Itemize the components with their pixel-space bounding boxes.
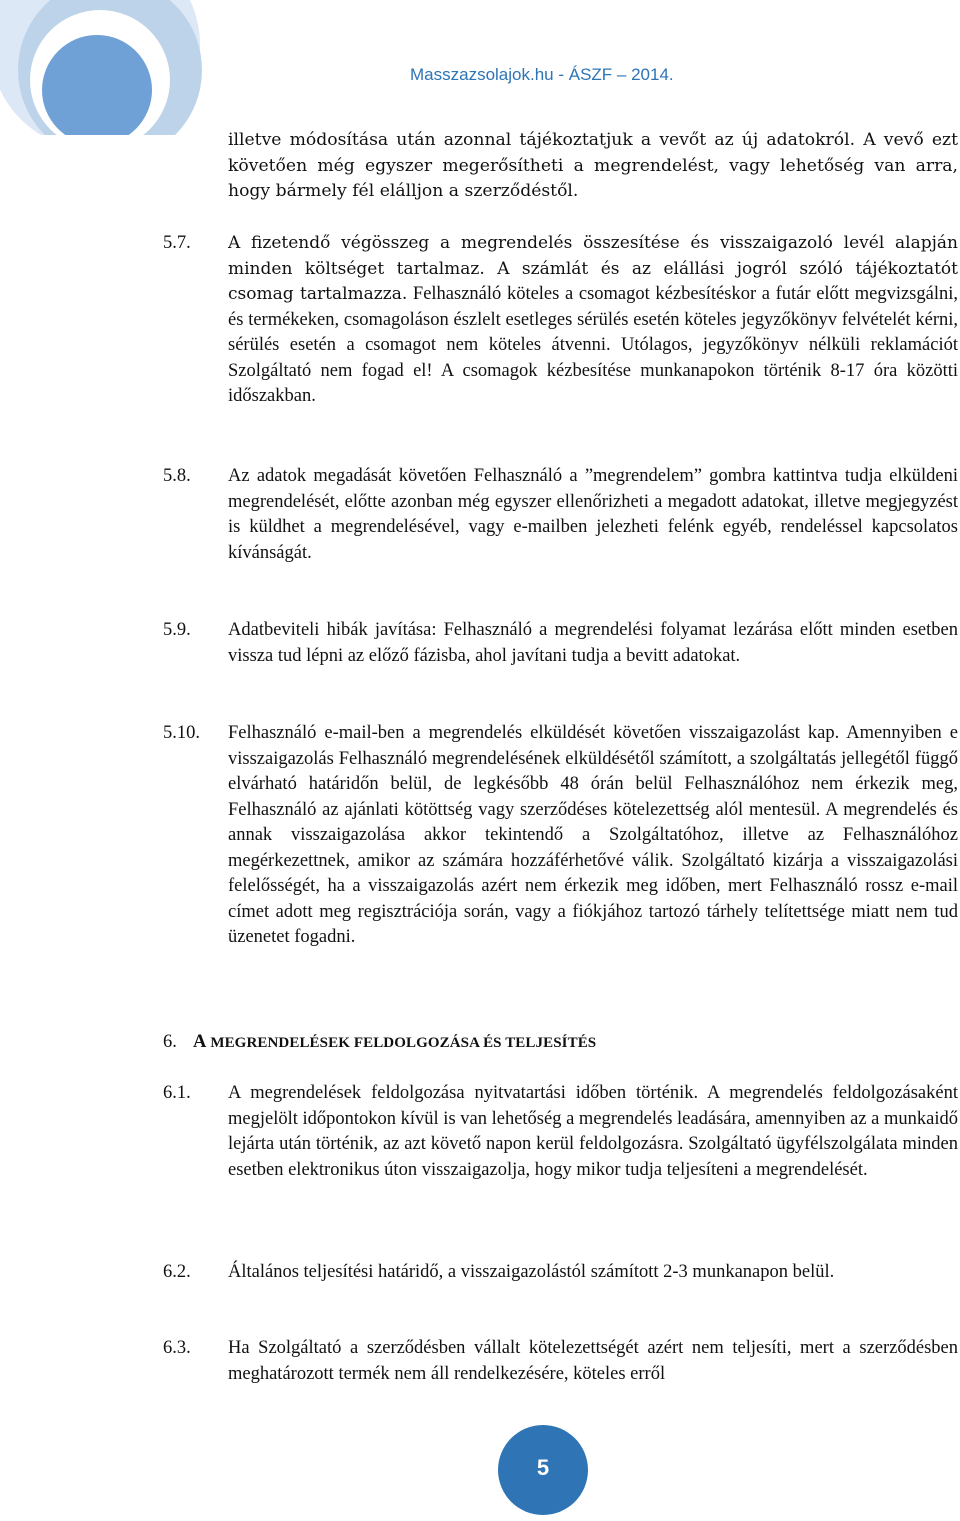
clause-number: 6.2. <box>163 1262 191 1282</box>
clause-number: 6.3. <box>163 1338 191 1358</box>
clause-text: Felhasználó e-mail-ben a megrendelés elküldését követően visszaigazolást kap. Amennyiben e visszaigazolás Felhasználó megrendelésének elküldésétől számított, a szolgáltatás jellegétől függő elvárható határidőn belül, de legkésőbb 48 órán belül Felhasználóhoz nem érkezik meg, Felhasználó az ajánlati kötöttség vagy szerződéses kötelezettség alól mentesül. A megrendelés és annak visszaigazolása akkor tekintendő a Szolgáltatóhoz, illetve az Felhasználóhoz megérkezettnek, amikor az számára hozzáférhetővé válik. Szolgáltató kizárja a visszaigazolási felelősségét, ha a visszaigazolás azért nem érkezik meg időben, mert Felhasználó rossz e-mail címet adott meg regisztrációja során, vagy a fiókjához tartozó tárhely telítettsége miatt nem tud üzenetet fogadni. <box>228 723 958 947</box>
clause-6-3 <box>163 1336 958 1387</box>
clause-text: Általános teljesítési határidő, a visszaigazolástól számított 2-3 munkanapon belül. <box>228 1262 835 1282</box>
clause-5-7 <box>163 231 958 410</box>
clause-text: Ha Szolgáltató a szerződésben vállalt kötelezettségét azért nem teljesíti, mert a szerződésben meghatározott termék nem áll rendelkezésére, köteles erről <box>228 1338 958 1384</box>
page-number-badge <box>498 1425 588 1515</box>
clause-number: 5.7. <box>163 233 191 253</box>
clause-number: 5.9. <box>163 620 191 640</box>
header-decoration-circles <box>0 0 230 135</box>
clause-6-1 <box>163 1081 958 1183</box>
clause-number: 5.10. <box>163 723 200 743</box>
clause-text-part-b: Felhasználó köteles a csomagot kézbesítéskor a futár előtt megvizsgálni, és termékeken, csomagoláson észlelt esetleges sérülés esetén köteles jegyzőkönyv felvételét kérni, sérülés esetén a csomagot nem köteles átvenni. Utólagos, jegyzőkönyv nélküli reklamációt Szolgáltató nem fogad el! A csomagok kézbesítése munkanapokon történik 8-17 óra közötti időszakban. <box>228 284 959 406</box>
section-title-initial: A <box>193 1032 207 1052</box>
clause-text: A megrendelések feldolgozása nyitvatartási időben történik. A megrendelés feldolgozásaként megjelölt időpontokon kívül is van lehetőség a megrendelés leadására, amennyiben az a munkaidő lejárta után történik, az azt követő napon kerül feldolgozásra. Szolgáltató ügyfélszolgálata minden esetben elektronikus úton visszaigazolja, hogy mikor tudja teljesíteni a megrendelését. <box>228 1083 959 1180</box>
section-title <box>193 1032 597 1052</box>
clause-number: 6.1. <box>163 1083 191 1103</box>
section-number: 6. <box>163 1032 177 1052</box>
clause-5-9 <box>163 618 958 669</box>
clause-text: Adatbeviteli hibák javítása: Felhasználó a megrendelési folyamat lezárása előtt minden esetben vissza tud lépni az előző fázisba, ahol javítani tudja a bevitt adatokat. <box>228 620 958 666</box>
clause-6-2 <box>163 1260 958 1286</box>
section-title-rest: MEGRENDELÉSEK FELDOLGOZÁSA ÉS TELJESÍTÉS <box>206 1035 597 1051</box>
clause-number: 5.8. <box>163 466 191 486</box>
clause-text <box>228 231 958 410</box>
clause-text-part-a: A fizetendő végösszeg a megrendelés összesítése és visszaigazoló levél alapján minden költséget tartalmaz. A számlát és az elállási jogról szóló tájékoztatót csomag tartalmazza. <box>228 233 958 304</box>
page-number: 5 <box>536 1455 550 1480</box>
intro-paragraph: illetve módosítása után azonnal tájékoztatjuk a vevőt az új adatokról. A vevő ezt követően még egyszer megerősítheti a megrendelést, vagy lehetőség van arra, hogy bármely fél elálljon a szerződéstől. <box>228 130 958 201</box>
section-heading <box>163 1030 596 1056</box>
header-title: Masszazsolajok.hu - ÁSZF – 2014. <box>410 65 674 84</box>
clause-text: Az adatok megadását követően Felhasználó a ”megrendelem” gombra kattintva tudja elküldeni megrendelését, előtte azonban még egyszer ellenőrizheti a megadott adatokat, illetve megjegyzést is küldhet a megrendelésével, vagy e-mailben jelezheti felénk egyéb, rendeléssel kapcsolatos kívánságát. <box>228 466 958 563</box>
clause-5-10 <box>163 721 958 951</box>
clause-5-8 <box>163 464 958 566</box>
